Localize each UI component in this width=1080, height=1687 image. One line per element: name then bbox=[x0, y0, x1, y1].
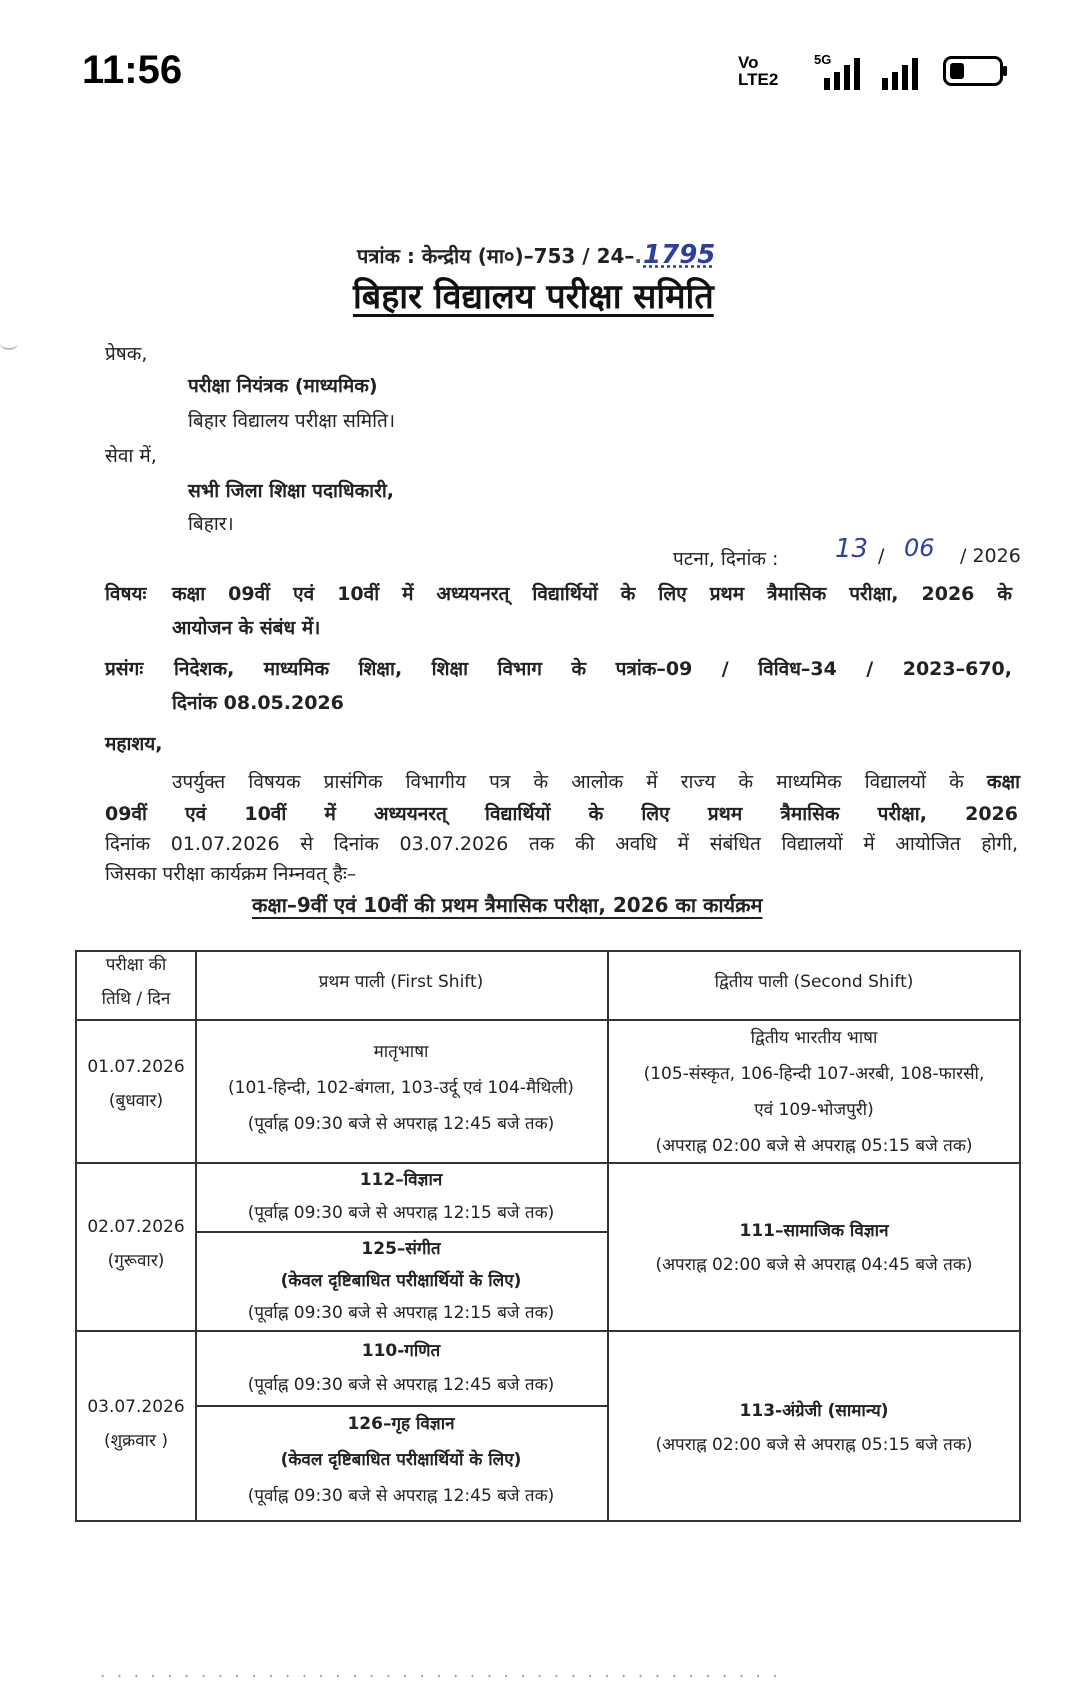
context-line-2: दिनांक 08.05.2026 bbox=[172, 692, 344, 714]
date-year: / 2026 bbox=[960, 545, 1021, 567]
table-row-2-date: 02.07.2026 (गुरूवार) bbox=[87, 1217, 185, 1271]
sender-label: प्रेषक, bbox=[105, 343, 148, 365]
date-month: 06 bbox=[904, 534, 935, 562]
body-line-3: दिनांक 01.07.2026 से दिनांक 03.07.2026 तक की अवधि में संबंधित विद्यालयों में आयोजित होगी, bbox=[105, 833, 1018, 855]
sender-line-1: परीक्षा नियंत्रक (माध्यमिक) bbox=[188, 375, 378, 397]
context-label: प्रसंगः bbox=[105, 658, 144, 680]
context-line-1: निदेशक, माध्यमिक शिक्षा, शिक्षा विभाग के पत्रांक–09 / विविध–34 / 2023–670, bbox=[174, 658, 1012, 680]
cut-off-text: · · · · · · · · · · · · · · · · · · · · · · · · · · · · · · · · · · · · · · · · · bbox=[100, 1667, 781, 1687]
subject-line-2: आयोजन के संबंध में। bbox=[172, 617, 321, 639]
table-row-1-second-shift: द्वितीय भारतीय भाषा (105-संस्कृत, 106-हिन्दी 107-अरबी, 108-फारसी, एवं 109-भोजपुरी) (अपराह्न 02:00 बजे से अपराह्न 05:15 बजे तक) bbox=[643, 1028, 985, 1156]
table-row-2-first-shift-a: 112–विज्ञान (पूर्वाह्न 09:30 बजे से अपराह्न 12:15 बजे तक) bbox=[247, 1170, 555, 1223]
table-row-3-date: 03.07.2026 (शुक्रवार ) bbox=[87, 1397, 185, 1451]
signal-icon bbox=[880, 58, 922, 90]
recipient-line-1: सभी जिला शिक्षा पदाधिकारी, bbox=[188, 480, 395, 502]
handwritten-ref: 1795 bbox=[643, 240, 716, 270]
table-row-3-first-shift-b: 126–गृह विज्ञान (केवल दृष्टिबाधित परीक्षार्थियों के लिए) (पूर्वाह्न 09:30 बजे से अपराह्न 12:45 बजे तक) bbox=[247, 1414, 555, 1506]
subject-line-1: कक्षा 09वीं एवं 10वीं में अध्ययनरत् विद्यार्थियों के लिए प्रथम त्रैमासिक परीक्षा, 2026 के bbox=[172, 583, 1012, 605]
header-second-shift: द्वितीय पाली (Second Shift) bbox=[714, 972, 914, 992]
table-row-1-date: 01.07.2026 (बुधवार) bbox=[87, 1057, 185, 1111]
exam-schedule-table bbox=[75, 950, 1021, 1522]
status-time: 11:56 bbox=[82, 48, 183, 92]
body-line-2: 09वीं एवं 10वीं में अध्ययनरत् विद्यार्थियों के लिए प्रथम त्रैमासिक परीक्षा, 2026 bbox=[105, 803, 1018, 825]
body-line-1: उपर्युक्त विषयक प्रासंगिक विभागीय पत्र के आलोक में राज्य के माध्यमिक विद्यालयों के कक्षा bbox=[172, 771, 1020, 793]
table-row-2-second-shift: 111–सामाजिक विज्ञान (अपराह्न 02:00 बजे से अपराह्न 04:45 बजे तक) bbox=[655, 1221, 973, 1275]
letter-document bbox=[0, 140, 1080, 1687]
reference-number: पत्रांक : केन्द्रीय (मा०)–753 / 24–.1795 bbox=[357, 240, 716, 270]
network-type: 5G bbox=[814, 52, 832, 67]
table-row-3-second-shift: 113-अंग्रेजी (सामान्य) (अपराह्न 02:00 बजे से अपराह्न 05:15 बजे तक) bbox=[655, 1401, 973, 1455]
date-day: 13 bbox=[835, 534, 869, 564]
date-label: पटना, दिनांक : bbox=[673, 548, 779, 570]
table-row-1-first-shift: मातृभाषा (101-हिन्दी, 102-बंगला, 103-उर्दू एवं 104-मैथिली) (पूर्वाह्न 09:30 बजे से अपराह्न 12:45 बजे तक) bbox=[228, 1042, 574, 1134]
body-line-4: जिसका परीक्षा कार्यक्रम निम्नवत् हैः– bbox=[105, 863, 357, 885]
header-first-shift: प्रथम पाली (First Shift) bbox=[318, 972, 484, 992]
table-title: कक्षा–9वीं एवं 10वीं की प्रथम त्रैमासिक परीक्षा, 2026 का कार्यक्रम bbox=[252, 893, 763, 917]
edge-mark bbox=[0, 336, 18, 350]
date-separator: / bbox=[878, 545, 885, 567]
signal-icon bbox=[822, 58, 864, 90]
battery-icon bbox=[943, 56, 1009, 86]
sender-line-2: बिहार विद्यालय परीक्षा समिति। bbox=[188, 410, 396, 432]
table-row-3-first-shift-a: 110-गणित (पूर्वाह्न 09:30 बजे से अपराह्न 12:45 बजे तक) bbox=[247, 1341, 555, 1395]
recipient-label: सेवा में, bbox=[105, 445, 157, 467]
salutation: महाशय, bbox=[105, 733, 163, 755]
recipient-line-2: बिहार। bbox=[188, 513, 234, 535]
subject-label: विषयः bbox=[105, 583, 147, 605]
status-bar bbox=[0, 0, 1080, 140]
organization-title: बिहार विद्यालय परीक्षा समिति bbox=[353, 277, 714, 317]
volte-icon: Vo LTE2 bbox=[738, 53, 779, 89]
table-row-2-first-shift-b: 125–संगीत (केवल दृष्टिबाधित परीक्षार्थियों के लिए) (पूर्वाह्न 09:30 बजे से अपराह्न 12:15 बजे तक) bbox=[247, 1239, 555, 1323]
header-date-col: परीक्षा की तिथि / दिन bbox=[101, 955, 171, 1009]
